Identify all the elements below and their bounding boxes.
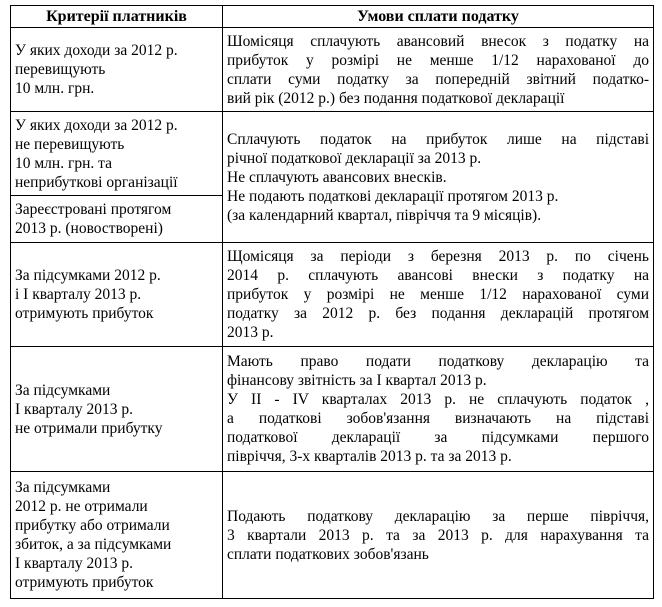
text-line: За підсумками — [15, 381, 111, 399]
text-line: річної податкової декларації за 2013 р. — [227, 149, 482, 167]
criteria-cell — [11, 28, 223, 112]
text-line: 2014 р. сплачують авансові внески з податку на — [227, 267, 649, 285]
conditions-cell — [223, 472, 654, 599]
table-header-row — [11, 6, 654, 28]
text-line: а податкові зобов'язання визначають на підставі — [227, 410, 649, 428]
header-conditions: Умови сплати податку — [223, 6, 654, 28]
table-row — [11, 112, 654, 196]
table-row — [11, 472, 654, 599]
table-row — [11, 347, 654, 472]
text-line: Сплачують податок на прибуток лише на підставі — [227, 130, 649, 148]
text-line: Не подають податкові декларації протягом 2013 р. — [227, 187, 559, 205]
text-line: не перевищують — [15, 135, 125, 153]
text-line: неприбуткові організації — [15, 173, 178, 191]
header-criteria: Критерії платників — [11, 6, 223, 28]
text-line: Зареєстровані протягом — [15, 201, 172, 219]
text-line: За підсумками — [15, 479, 111, 497]
text-line: отримують прибуток — [15, 574, 154, 592]
text-line: 2012 р. не отримали — [15, 498, 148, 516]
text-line: (за календарний квартал, півріччя та 9 місяців). — [227, 206, 542, 224]
text-line: прибуток у розмірі не менше 1/12 нарахованої до — [227, 51, 649, 69]
criteria-cell — [11, 347, 223, 472]
text-line: прибутку або отримали — [15, 517, 170, 535]
text-line: збиток, а за підсумками — [15, 536, 172, 554]
text-line: Не сплачують авансових внесків. — [227, 168, 447, 186]
criteria-cell — [11, 243, 223, 347]
text-line: не отримали прибутку — [15, 419, 163, 437]
text-line: податкової декларації за підсумками першого — [227, 429, 649, 447]
text-line: 2013 р. — [227, 324, 274, 342]
text-line: сплати податкових зобов'язань — [227, 545, 429, 563]
criteria-cell — [11, 472, 223, 599]
text-line: Щомісяця за періоди з березня 2013 р. по січень — [227, 248, 649, 266]
table-row — [11, 28, 654, 112]
text-line: Подають податкову декларацію за перше півріччя, — [227, 507, 649, 525]
conditions-cell — [223, 28, 654, 112]
text-line: 10 млн. грн. — [15, 80, 95, 98]
text-line: фінансову звітність за І квартал 2013 р. — [227, 372, 487, 390]
text-line: 10 млн. грн. та — [15, 154, 112, 172]
text-line: і І кварталу 2013 р. — [15, 286, 142, 304]
conditions-cell — [223, 347, 654, 472]
criteria-cell — [11, 112, 223, 196]
text-line: У яких доходи за 2012 р. — [15, 42, 178, 60]
text-line: півріччя, 3-х кварталів 2013 р. та за 2013 р. — [227, 448, 512, 466]
text-line: Шомісяця сплачують авансовий внесок з податку на — [227, 32, 649, 50]
text-line: Мають право подати податкову декларацію та — [227, 353, 649, 371]
text-line: прибуток у розмірі не менше 1/12 нарахованої суми — [227, 286, 649, 304]
text-line: 2013 р. (новостворені) — [15, 220, 163, 238]
text-line: У яких доходи за 2012 р. — [15, 116, 178, 134]
text-line: 3 квартали 2013 р. та за 2013 р. для нарахування та — [227, 526, 649, 544]
conditions-cell-merged — [223, 112, 654, 243]
text-line: І кварталу 2013 р. — [15, 555, 133, 573]
tax-conditions-table — [10, 5, 654, 599]
text-line: вий рік (2012 р.) без подання податкової декларації — [227, 89, 565, 107]
text-line: У ІІ - IV кварталах 2013 р. не сплачують податок , — [227, 391, 649, 409]
text-line: податку за 2012 р. без подання декларацій протягом — [227, 305, 649, 323]
text-line: І кварталу 2013 р. — [15, 400, 133, 418]
text-line: отримують прибуток — [15, 305, 154, 323]
text-line: сплати суми податку за попередній звітний податко- — [227, 70, 649, 88]
text-line: За підсумками 2012 р. — [15, 267, 161, 285]
table-row — [11, 243, 654, 347]
conditions-cell — [223, 243, 654, 347]
text-line: перевищують — [15, 61, 106, 79]
criteria-cell — [11, 196, 223, 243]
